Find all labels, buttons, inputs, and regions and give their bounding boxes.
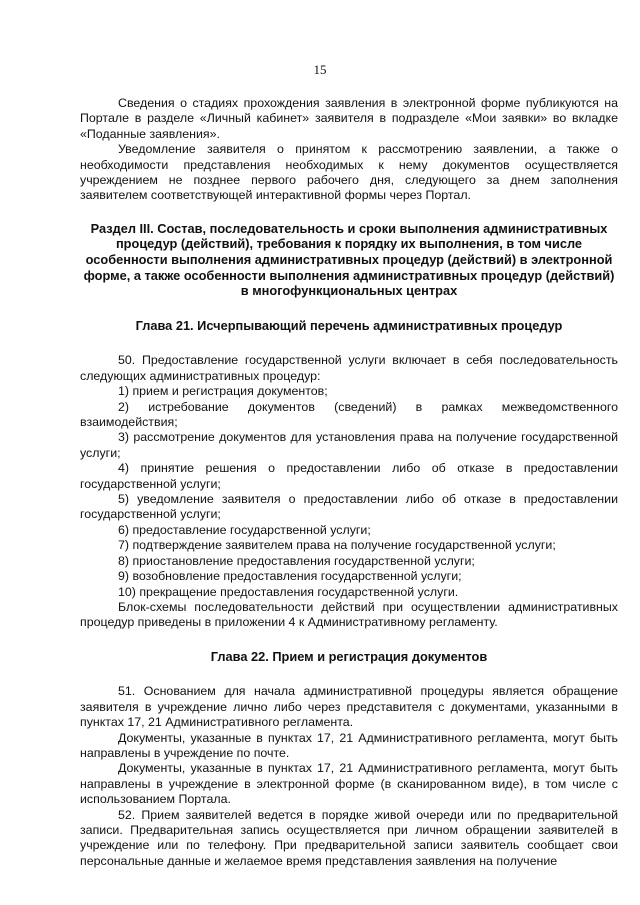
list-item: 4) принятие решения о предоставлении либо об отказе в предоставлении государственной услуги; [80, 461, 618, 491]
list-item: 9) возобновление предоставления государственной услуги; [118, 569, 462, 584]
list-item: 7) подтверждение заявителем права на получение государственной услуги; [118, 538, 556, 553]
list-item: 8) приостановление предоставления государственной услуги; [118, 553, 475, 568]
chapter-22-paragraph: 52. Прием заявителей ведется в порядке живой очереди или по предварительной записи. Предварительная запись осуществляется при личном обращении заявителей в учреждение или по телефону. При предварительной записи заявитель сообщает свои персональные данные и желаемое время представления заявления на получение [80, 807, 618, 868]
chapter-21-title: Глава 21. Исчерпывающий перечень административных процедур [135, 317, 563, 333]
list-item: 6) предоставление государственной услуги; [118, 522, 371, 537]
chapter-22-title: Глава 22. Прием и регистрация документов [210, 648, 488, 664]
section-title: Раздел III. Состав, последовательность и сроки выполнения административных процедур (действий), требования к порядку их выполнения, в том числе особенности выполнения административных процедур (действий) в электронной форме, а также особенности выполнения административных процедур (действий) в многофункциональных центрах [83, 220, 615, 299]
list-item: 2) истребование документов (сведений) в рамках межведомственного взаимодействия; [80, 399, 618, 430]
chapter-21-closing: Блок-схемы последовательности действий при осуществлении административных процедур приведены в приложении 4 к Административному регламенту. [80, 599, 618, 630]
intro-paragraph: Уведомление заявителя о принятом к рассмотрению заявлении, а также о необходимости представления необходимых к нему документов осуществляется учреждением не позднее первого рабочего дня, следующего за днем заполнения заявителем соответствующей интерактивной формы через Портал. [80, 142, 618, 203]
list-item: 10) прекращение предоставления государственной услуги. [118, 584, 459, 599]
intro-paragraph: Сведения о стадиях прохождения заявления в электронной форме публикуются на Портале в разделе «Личный кабинет» заявителя в подразделе «Мои заявки» во вкладке «Поданные заявления». [80, 96, 618, 141]
list-item: 1) прием и регистрация документов; [118, 384, 328, 399]
list-item: 5) уведомление заявителя о предоставлении либо об отказе в предоставлении государственной услуги; [80, 492, 618, 522]
chapter-22-paragraph: 51. Основанием для начала административной процедуры является обращение заявителя в учреждение лично либо через представителя с документами, указанными в пунктах 17, 21 Административного регламента. [80, 684, 618, 730]
procedure-list [80, 384, 618, 600]
list-item: 3) рассмотрение документов для установления права на получение государственной услуги; [80, 430, 618, 460]
chapter-22-paragraph: Документы, указанные в пунктах 17, 21 Административного регламента, могут быть направлены в учреждение по почте. [80, 730, 618, 760]
chapter-21-lead: 50. Предоставление государственной услуги включает в себя последовательность следующих административных процедур: [80, 353, 618, 383]
page-content [80, 96, 618, 869]
chapter-22-paragraph: Документы, указанные в пунктах 17, 21 Административного регламента, могут быть направлены в учреждение в электронной форме (в сканированном виде), в том числе с использованием Портала. [80, 761, 618, 807]
page-number: 15 [313, 62, 327, 77]
